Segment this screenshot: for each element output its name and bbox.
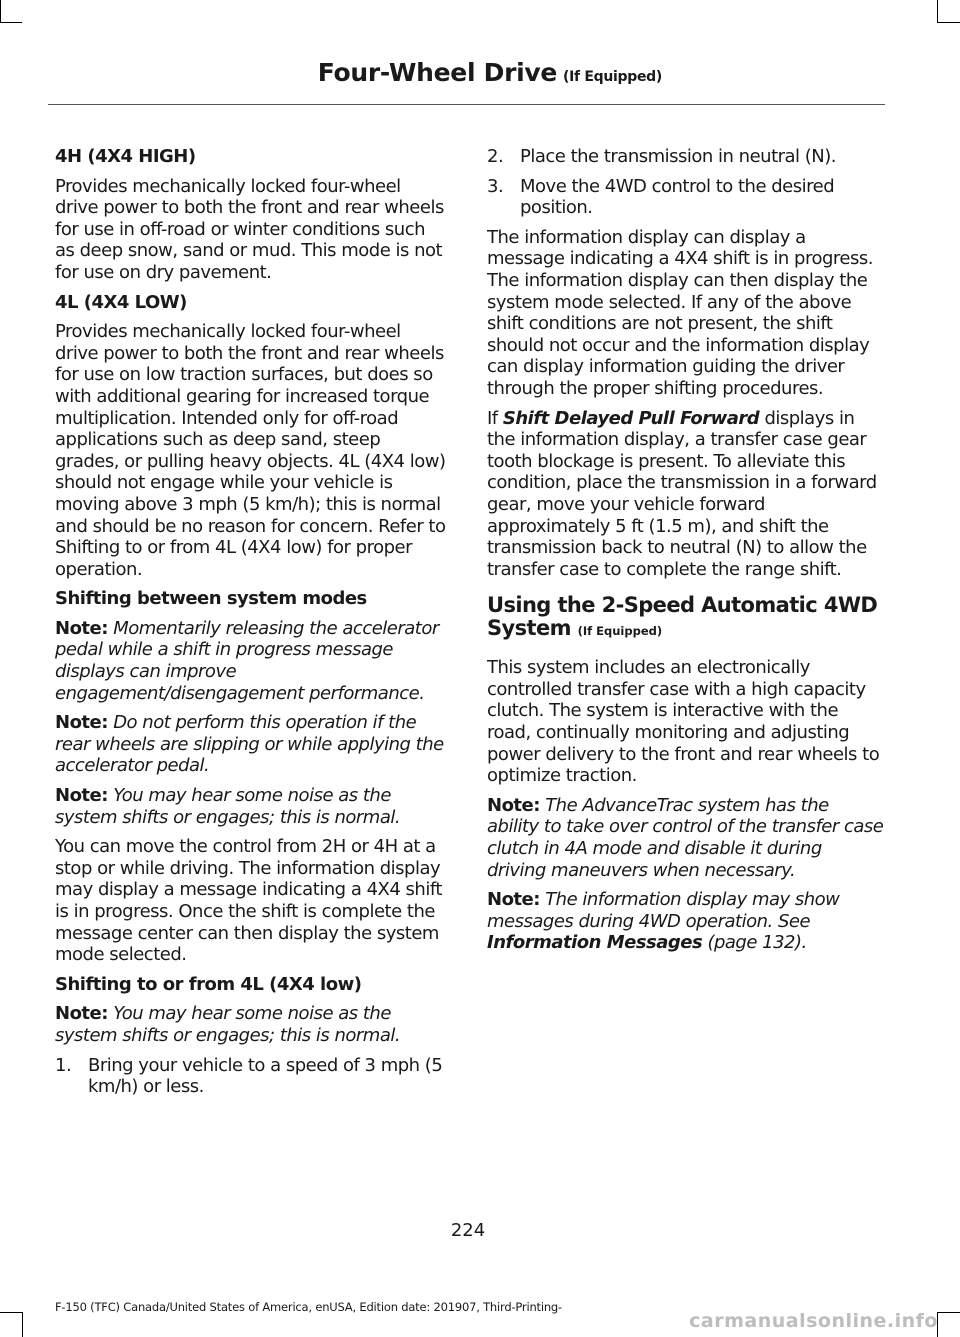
- list-item-step-1: [55, 1055, 448, 1098]
- page-number: 224: [450, 1220, 486, 1241]
- note-4: [55, 1003, 448, 1046]
- note-2: [55, 712, 448, 777]
- heading-shifting-4l: Shifting to or from 4L (4X4 low): [55, 973, 362, 995]
- note-text: Momentarily releasing the accelerator pedal while a shift in progress message displays can improve engagement/disengagement performance.: [55, 617, 439, 704]
- crop-mark: [0, 22, 22, 23]
- note-text: You may hear some noise as the system shifts or engages; this is normal.: [55, 1003, 401, 1046]
- list-text: Place the transmission in neutral (N).: [520, 146, 837, 167]
- list-text: Bring your vehicle to a speed of 3 mph (5 km/h) or less.: [88, 1054, 443, 1098]
- text-shift-delayed-body: displays in the information display, a transfer case gear tooth blockage is present. To alleviate this condition, place the transmission in a forward gear, move your vehicle forward approximately 5 ft (1.5 m), and shift the transmission back to neutral (N) to allow the transfer case to complete the range shift.: [487, 407, 877, 580]
- crop-mark: [0, 0, 1, 22]
- crop-mark: [937, 1312, 960, 1313]
- note-label: Note:: [55, 712, 108, 734]
- list-item-step-2: [487, 146, 884, 168]
- note-text: The information display may show messages during 4WD operation. See: [487, 889, 840, 932]
- note-text: The AdvanceTrac system has the ability to take over control of the transfer case clutch in 4A mode and disable it during driving maneuvers when necessary.: [487, 794, 884, 881]
- note-text: You may hear some noise as the system shifts or engages; this is normal.: [55, 785, 401, 828]
- page-header-title: [318, 58, 662, 87]
- heading-4h: 4H (4X4 HIGH): [55, 146, 196, 167]
- note-label: Note:: [487, 794, 540, 816]
- list-number: 1.: [55, 1054, 72, 1076]
- text-if: If: [487, 407, 498, 429]
- note-1: [55, 618, 448, 704]
- left-column: [55, 146, 448, 1106]
- crop-mark: [22, 1312, 23, 1337]
- note-label: Note:: [55, 617, 108, 639]
- note-label: Note:: [487, 889, 540, 911]
- watermark: carmanualsonline.info: [689, 1310, 938, 1332]
- note-label: Note:: [55, 785, 108, 807]
- header-title-text: Four-Wheel Drive: [317, 58, 558, 87]
- message-shift-delayed: Shift Delayed Pull Forward: [502, 407, 760, 429]
- section-title-2-speed: [487, 594, 884, 643]
- crop-mark: [0, 1312, 22, 1313]
- section-title-text: Using the 2-Speed Automatic 4WD System: [487, 593, 878, 641]
- note-label: Note:: [55, 1003, 108, 1025]
- list-item-step-3: [487, 176, 884, 219]
- heading-shifting-modes: Shifting between system modes: [55, 588, 367, 610]
- paragraph-4l: Provides mechanically locked four-wheel drive power to both the front and rear wheels for use on low traction surfaces, but does so with additional gearing for increased torque multiplication. Intended only for off-road applications such as deep sand, steep grades, or pulling heavy objects. 4L (4X4 low) should not engage while your vehicle is moving above 3 mph (5 km/h); this is normal and should be no reason for concern. Refer to Shifting to or from 4L (4X4 low) for proper operation.: [55, 321, 446, 580]
- note-6: [487, 889, 884, 954]
- paragraph-system: This system includes an electronically controlled transfer case with a high capacity clutch. The system is interactive with the road, continually monitoring and adjusting power delivery to the front and rear wheels to optimize traction.: [487, 657, 880, 787]
- note-3: [55, 785, 448, 828]
- list-text: Move the 4WD control to the desired position.: [520, 175, 835, 219]
- note-5: [487, 795, 884, 881]
- paragraph-4h: Provides mechanically locked four-wheel drive power to both the front and rear wheels for use in off-road or winter conditions such as deep snow, sand or mud. This mode is not for use on dry pavement.: [55, 175, 444, 283]
- header-title-suffix: (If Equipped): [563, 69, 662, 85]
- paragraph-shift-delayed: [487, 408, 884, 581]
- note-text: Do not perform this operation if the rear wheels are slipping or while applying the accelerator pedal.: [55, 712, 444, 777]
- crop-mark: [937, 0, 938, 22]
- list-number: 2.: [487, 146, 504, 167]
- link-information-messages[interactable]: Information Messages: [487, 932, 703, 954]
- paragraph-move-control: You can move the control from 2H or 4H at a stop or while driving. The information display may display a message indicating a 4X4 shift is in progress. Once the shift is complete the message center can then display the system mode selected.: [55, 836, 442, 966]
- footer-edition-text: F-150 (TFC) Canada/United States of America, enUSA, Edition date: 201907, Third-Printing-: [55, 1300, 562, 1314]
- right-column: [487, 146, 884, 962]
- list-number: 3.: [487, 175, 504, 197]
- section-title-suffix: (If Equipped): [577, 624, 663, 639]
- heading-4l: 4L (4X4 LOW): [55, 291, 187, 313]
- header-divider: [48, 104, 885, 105]
- note-page-ref: (page 132).: [707, 932, 807, 954]
- crop-mark: [937, 22, 960, 23]
- paragraph-info-display: The information display can display a message indicating a 4X4 shift is in progress. The information display can then display the system mode selected. If any of the above shift conditions are not present, the shift should not occur and the information display can display information guiding the driver through the proper shifting procedures.: [487, 226, 873, 399]
